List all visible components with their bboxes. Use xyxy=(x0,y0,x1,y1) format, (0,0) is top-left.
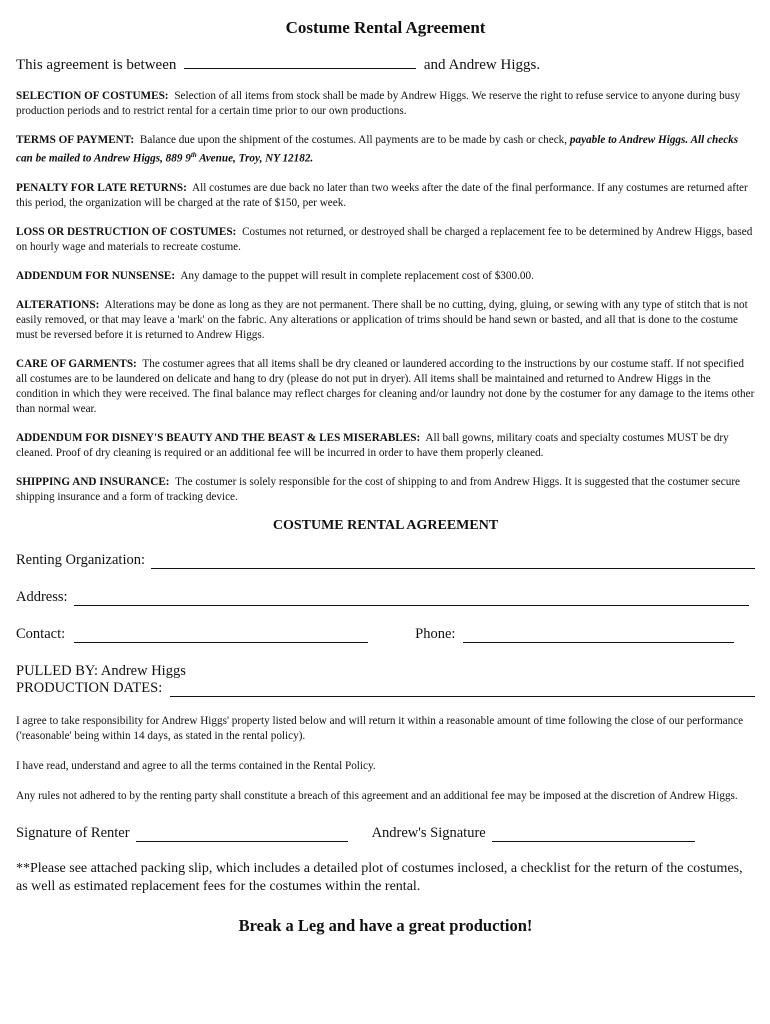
phone-blank[interactable] xyxy=(463,629,734,643)
clause-payment xyxy=(16,133,755,167)
andrew-signature-blank[interactable] xyxy=(492,828,695,842)
clause-text: Any damage to the puppet will result in complete replacement cost of $300.00. xyxy=(180,269,534,282)
packing-slip-note: **Please see attached packing slip, which includes a detailed plot of costumes inclosed, a checklist for the return of the costumes, as well as estimated replacement fees for the costumes within the rental. xyxy=(16,860,743,894)
clause-text: All costumes are due back no later than two weeks after the date of the final performance. If any costumes are returned after this period, the organization will be charged at the rate of $150, per week. xyxy=(16,181,748,209)
intro-prefix: This agreement is between xyxy=(16,57,177,73)
field-label: Phone: xyxy=(415,625,456,642)
field-label: PRODUCTION DATES: xyxy=(16,679,163,696)
intro-line xyxy=(16,55,755,74)
contact-phone-row xyxy=(16,626,755,643)
section-title: COSTUME RENTAL AGREEMENT xyxy=(272,517,499,533)
production-dates-blank[interactable] xyxy=(170,682,755,697)
pulled-by-line: PULLED BY: Andrew Higgs xyxy=(16,662,186,679)
clause-late-returns xyxy=(16,181,755,211)
clause-heading: ALTERATIONS: xyxy=(16,298,100,311)
renting-org-blank[interactable] xyxy=(151,554,755,569)
clause-text: Costumes not returned, or destroyed shall be charged a replacement fee to be determined by Andrew Higgs, based on hourly wage and materials to recreate costume. xyxy=(16,225,753,253)
clause-emphasis: payable to Andrew Higgs xyxy=(569,134,686,146)
clause-alterations xyxy=(16,298,755,343)
clause-emphasis: . All checks can be mailed to Andrew Higgs, 889 9 xyxy=(16,134,739,165)
party-name-blank[interactable] xyxy=(184,55,416,69)
clause-emphasis-sup: th xyxy=(190,151,197,159)
field-label: Address: xyxy=(16,588,68,605)
clause-shipping xyxy=(16,475,755,505)
intro-suffix: and Andrew Higgs. xyxy=(423,57,541,73)
responsibility-statement: I agree to take responsibility for Andrew Higgs' property listed below and will return it within a reasonable amount of time following the close of our performance ('reasonable' being within 14 days, as stated in the rental policy). xyxy=(16,714,744,742)
address-field xyxy=(16,589,755,606)
document-title: Costume Rental Agreement xyxy=(285,18,486,37)
clause-text: The costumer agrees that all items shall be dry cleaned or laundered according to the instructions by our costume staff. If not specified all costumes are to be laundered on delicate and hang to dry (please do not put in dryer). All items shall be maintained and returned to Andrew Higgs in the condition in which they were received. The final balance may reflect charges for cleaning and/or laundry not done by the costumer for any damage to the items other than normal wear. xyxy=(16,357,755,415)
clause-text: All ball gowns, military coats and specialty costumes MUST be dry cleaned. Proof of dry cleaning is required or an additional fee will be incurred in order to have them properly cleaned. xyxy=(16,431,729,459)
agreement-statement: I have read, understand and agree to all the terms contained in the Rental Policy. xyxy=(16,759,376,772)
renting-org-field xyxy=(16,552,755,569)
clause-text: Balance due upon the shipment of the costumes. All payments are to be made by cash or check, xyxy=(139,134,568,146)
closing-line: Break a Leg and have a great production! xyxy=(238,915,533,935)
clause-text: The costumer is solely responsible for the cost of shipping to and from Andrew Higgs. It is suggested that the costumer secure shipping insurance and a form of tracking device. xyxy=(16,475,741,503)
clause-disney xyxy=(16,431,755,461)
clause-heading: SHIPPING AND INSURANCE: xyxy=(16,475,170,488)
clause-loss xyxy=(16,225,755,255)
clause-nunsense xyxy=(16,269,755,284)
clause-text: Alterations may be done as long as they are not permanent. There shall be no cutting, dying, gluing, or sewing with any type of stitch that is not easily removed, or that may leave a 'mark' on the fabric. Any alterations or application of trims should be hand sewn or basted, and all that is done to the costume must be reversed before it is returned to Andrew Higgs. xyxy=(16,298,748,341)
contact-blank[interactable] xyxy=(74,629,368,643)
clause-text: Selection of all items from stock shall be made by Andrew Higgs. We reserve the right to refuse service to anyone during busy production periods and to restrict rental for a certain time prior to our own productions. xyxy=(16,90,741,117)
clause-heading: CARE OF GARMENTS: xyxy=(16,357,137,370)
clause-emphasis: Avenue, Troy, NY 12182. xyxy=(196,152,314,165)
clause-selection xyxy=(16,89,755,119)
field-label: Renting Organization: xyxy=(16,551,145,568)
field-label: Contact: xyxy=(16,625,66,642)
clause-heading: ADDENDUM FOR NUNSENSE: xyxy=(16,269,176,282)
breach-statement: Any rules not adhered to by the renting party shall constitute a breach of this agreement and an additional fee may be imposed at the discretion of Andrew Higgs. xyxy=(16,789,738,802)
production-dates-field xyxy=(16,680,755,697)
clause-heading: LOSS OR DESTRUCTION OF COSTUMES: xyxy=(16,225,237,238)
renter-signature-blank[interactable] xyxy=(136,828,348,842)
address-blank[interactable] xyxy=(74,591,749,606)
clause-care xyxy=(16,357,755,417)
signature-row xyxy=(16,825,755,842)
clause-heading: ADDENDUM FOR DISNEY'S BEAUTY AND THE BEAST & LES MISERABLES: xyxy=(16,431,421,444)
clause-heading: PENALTY FOR LATE RETURNS: xyxy=(16,181,187,194)
andrew-signature-label: Andrew's Signature xyxy=(371,824,486,841)
clause-heading: SELECTION OF COSTUMES: xyxy=(16,90,169,102)
renter-signature-label: Signature of Renter xyxy=(16,824,130,841)
clause-heading: TERMS OF PAYMENT: xyxy=(16,134,135,146)
